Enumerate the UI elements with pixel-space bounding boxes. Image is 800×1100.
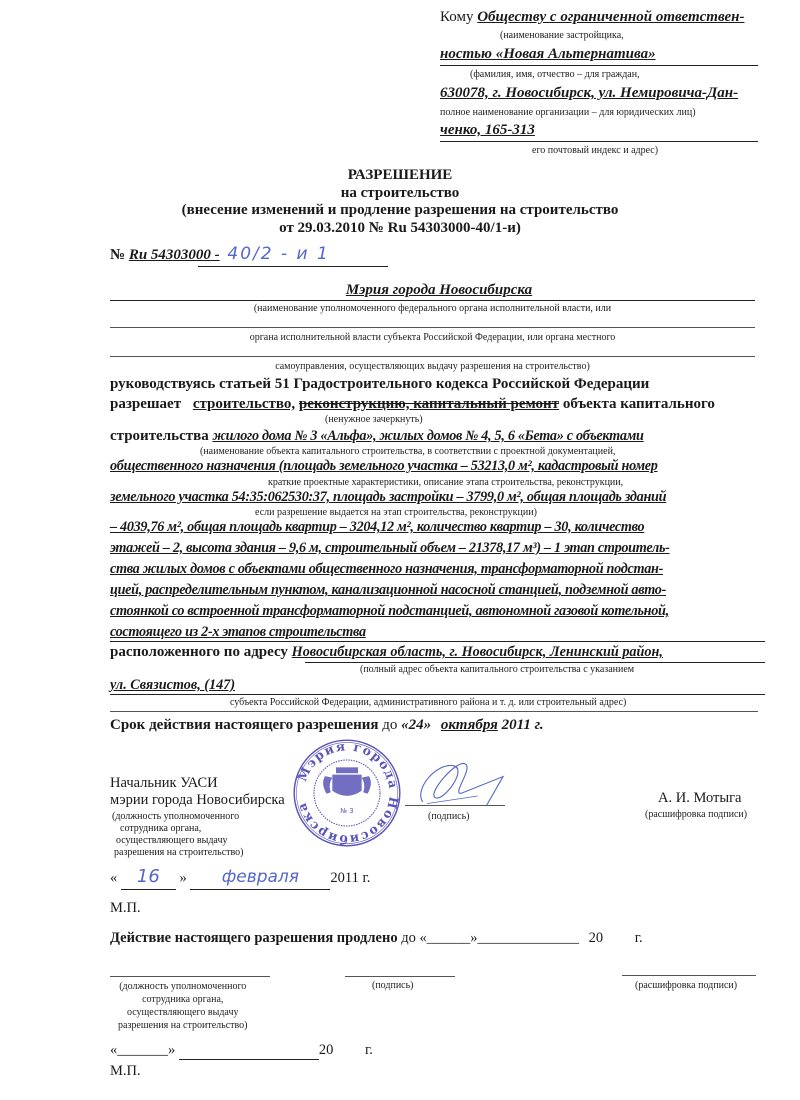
addressee-underline — [440, 141, 758, 142]
stamp-ring-text: Мэрия города Новосибирска — [293, 738, 402, 848]
extension-seal-label: М.П. — [110, 1063, 141, 1079]
permit-number: № Ru 54303000 - 40/2 - и 1 — [110, 244, 330, 264]
object-line: – 4039,76 м², общая площадь квартир – 3204,12 м², количество квартир – 30, количество — [110, 519, 645, 535]
address-caption: субъекта Российской Федерации, административного района и т. д. или строительный адрес) — [230, 697, 627, 708]
extension-date: «_______» 20 г. — [110, 1042, 373, 1058]
permit-number-underline — [198, 266, 388, 267]
object-caption: (наименование объекта капитального строительства, в соответствии с проектной документацией, — [200, 446, 616, 457]
permit-number-handwritten: 40/2 - и 1 — [227, 244, 330, 264]
signatory-position-caption: (должность уполномоченного сотрудника органа, осуществляющего выдачу разрешения на строительство) — [112, 811, 244, 858]
permission-struck: реконструкцию, капитальный ремонт — [298, 396, 560, 412]
object-line: состоящего из 2-х этапов строительства — [110, 624, 366, 640]
signature-month-handwritten: февраля — [221, 867, 300, 887]
addressee-line-1 — [440, 8, 744, 26]
extension-position-caption: (должность уполномоченного сотрудника органа, осуществляющего выдачу разрешения на строительство) — [118, 981, 248, 1031]
validity-line: Срок действия настоящего разрешения до «24» октября 2011 г. — [110, 717, 544, 733]
object-line: общественного назначения (площадь земельного участка – 53213,0 м², кадастровый номер — [110, 458, 658, 474]
addressee-caption: (наименование застройщика, — [500, 30, 624, 41]
signatory-name: А. И. Мотыга — [658, 790, 742, 806]
addressee-caption: его почтовый индекс и адрес) — [532, 145, 659, 156]
addressee-line-3: 630078, г. Новосибирск, ул. Немировича-Дан- — [440, 85, 739, 101]
object-underline — [110, 641, 765, 642]
signature-day-handwritten: 16 — [136, 866, 160, 887]
extension-month-blank: ______________ — [477, 930, 579, 946]
extension-day-blank: «______» — [419, 930, 478, 946]
signatory-position: Начальник УАСИ мэрии города Новосибирска — [110, 775, 285, 808]
address-value: ул. Связистов, (147) — [110, 677, 236, 693]
blank-line — [110, 356, 755, 357]
extension-signature-caption: (подпись) — [372, 980, 414, 991]
extension-signature-line — [345, 976, 455, 977]
extension-position-line — [110, 976, 270, 977]
permission-basis: руководствуясь статьей 51 Градостроительного кодекса Российской Федерации — [110, 376, 650, 392]
extension-line: Действие настоящего разрешения продлено до «______»______________ 20 г. — [110, 930, 643, 946]
strike-caption: (ненужное зачеркнуть) — [325, 414, 423, 425]
authority-underline — [110, 300, 755, 301]
coat-of-arms-icon — [323, 767, 371, 796]
address-underline — [305, 662, 765, 663]
object-line-1: строительства жилого дома № 3 «Альфа», жилых домов № 4, 5, 6 «Бета» с объектами — [110, 428, 644, 444]
address-underline — [110, 694, 765, 695]
extension-name-line — [622, 975, 756, 976]
title-sub: от 29.03.2010 № Ru 54303000-40/1-и) — [279, 219, 521, 236]
object-line: ства жилых домов с объектами общественного назначения, трансформаторной подстан- — [110, 561, 664, 577]
official-stamp — [292, 738, 402, 848]
permit-number-printed: Ru 54303000 - — [128, 247, 220, 263]
title-sub: на строительство — [340, 184, 460, 201]
object-line: стоянкой со встроенной трансформаторной подстанцией, автономной газовой котельной, — [110, 603, 669, 619]
object-line: этажей – 2, высота здания – 9,6 м, строительный объем – 21378,17 м³) – 1 этап строитель- — [110, 540, 670, 556]
address-line-1: расположенного по адресу Новосибирская область, г. Новосибирск, Ленинский район, — [110, 644, 663, 660]
permission-type-line: разрешает строительство, реконструкцию, капитальный ремонт объекта капитального — [110, 396, 715, 412]
addressee-label: Кому — [440, 9, 474, 25]
validity-month: октября — [440, 717, 498, 733]
title-main: РАЗРЕШЕНИЕ — [347, 167, 453, 183]
title-sub: (внесение изменений и продление разрешения на строительство — [181, 202, 619, 218]
addressee-value: Обществу с ограниченной ответствен- — [477, 9, 745, 25]
stamp-number: № 3 — [340, 806, 354, 815]
addressee-caption: (фамилия, имя, отчество – для граждан, — [470, 69, 640, 80]
blank-line — [110, 327, 755, 328]
signature-scribble — [410, 755, 520, 815]
seal-label: М.П. — [110, 900, 141, 916]
addressee-underline — [440, 65, 758, 66]
signatory-name-caption: (расшифровка подписи) — [645, 809, 748, 820]
object-caption: краткие проектные характеристики, описание этапа строительства, реконструкции, — [268, 477, 624, 488]
authority-caption: (наименование уполномоченного федерального органа исполнительной власти, или — [253, 303, 612, 314]
document-title — [100, 167, 700, 237]
authority-name: Мэрия города Новосибирска — [345, 282, 533, 298]
signature-caption: (подпись) — [428, 811, 470, 822]
addressee-caption: полное наименование организации – для юридических лиц) — [440, 107, 696, 118]
address-value: Новосибирская область, г. Новосибирск, Ленинский район, — [291, 644, 663, 660]
object-line: цией, распределительным пунктом, канализационной насосной станцией, подземной авто- — [110, 582, 667, 598]
authority-caption: органа исполнительной власти субъекта Российской Федерации, или органа местного — [249, 332, 616, 343]
object-line: земельного участка 54:35:062530:37, площадь застройки – 3799,0 м², общая площадь зданий — [110, 489, 667, 505]
address-caption: (полный адрес объекта капитального строительства с указанием — [360, 664, 635, 675]
validity-day: «24» — [401, 717, 432, 733]
authority-caption: самоуправления, осуществляющих выдачу разрешения на строительство) — [275, 361, 590, 372]
addressee-line-2: ностью «Новая Альтернатива» — [440, 46, 656, 62]
addressee-line-4: ченко, 165-313 — [440, 122, 535, 138]
extension-name-caption: (расшифровка подписи) — [635, 980, 738, 991]
object-caption: если разрешение выдается на этап строительства, реконструкции) — [255, 507, 537, 518]
validity-year: 2011 г. — [501, 717, 544, 733]
permission-kept: строительство, — [192, 396, 296, 412]
signature-date: « 16 » февраля 2011 г. — [110, 866, 370, 890]
blank-line — [110, 711, 758, 712]
